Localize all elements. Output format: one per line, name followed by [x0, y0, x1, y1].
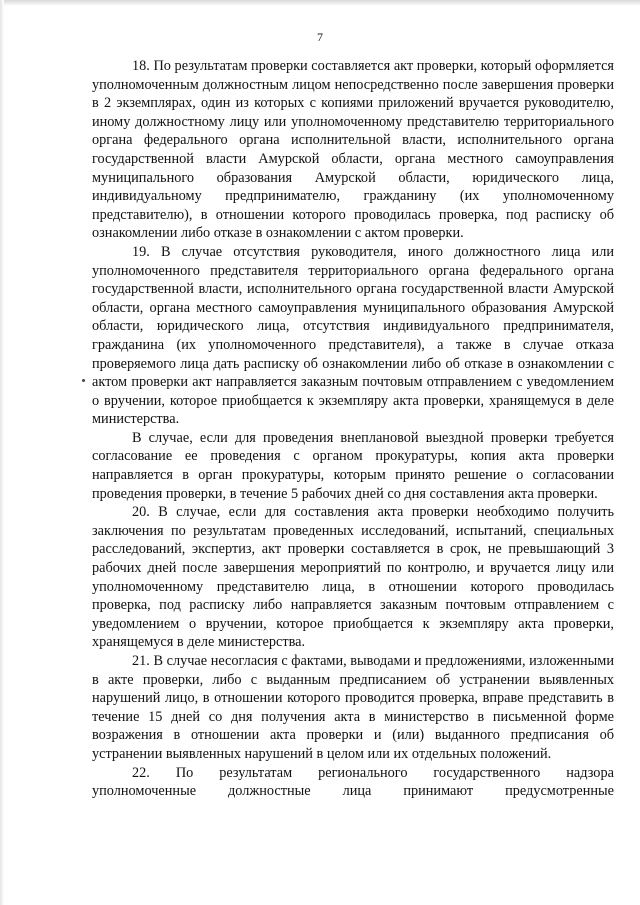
- word: государственного: [433, 764, 541, 781]
- paragraph-19-prosecutor: В случае, если для проведения внеплановой выездной проверки требуется согласование ее проведения с органом прокуратуры, копия акта проверки направляется в орган прокуратуры, которым принято решение о согласовании проведения проверки, в течение 5 рабочих дней со дня составления акта проверки.: [92, 429, 614, 502]
- word: принимают: [403, 783, 474, 800]
- word: результатам: [219, 764, 293, 781]
- scan-dot: [82, 379, 85, 382]
- paragraph-22-line-1: [92, 764, 614, 783]
- paragraph-18: 18. По результатам проверки составляется акт проверки, который оформляется уполномоченным должностным лицом непосредственно после завершения проверки в 2 экземплярах, один из которых с копиями приложений вручается руководителю, иному должностному лицу или уполномоченному представителю территориального органа федерального органа исполнительной власти, исполнительного органа государственной власти Амурской области, органа местного самоуправления муниципального образования Амурской области, юридического лица, индивидуальному предпринимателю, гражданину (их уполномоченному представителю), в отношении которого проводилась проверка, под расписку об ознакомлении либо отказе в ознакомлении с актом проверки.: [92, 58, 614, 242]
- word: лица: [342, 783, 372, 800]
- document-body: [92, 57, 614, 801]
- paragraph-21: 21. В случае несогласия с фактами, выводами и предложениями, изложенными в акте проверки, либо с выданным предписанием об устранении выявленных нарушений лицо, в отношении которого проводится проверка, вправе представить в течение 15 дней со дня получения акта в министерство в письменной форме возражения в отношении акта проверки и (или) выданного предписания об устранении выявленных нарушений в целом или их отдельных положений.: [92, 653, 614, 762]
- word: уполномоченные: [92, 783, 197, 800]
- word: 22.: [132, 764, 150, 781]
- word: надзора: [566, 764, 614, 781]
- scan-edge-left: [0, 0, 4, 905]
- paragraph-19: 19. В случае отсутствия руководителя, иного должностного лица или уполномоченного представителя территориального органа федерального органа государственной власти, исполнительного органа государственной власти Амурской области, органа местного самоуправления муниципального образования Амурской области, юридического лица, отсутствия индивидуального предпринимателя, гражданина (их уполномоченного представителя), а также в случае отказа проверяемого лица дать расписку об ознакомлении либо об отказе в ознакомлении с актом проверки акт направляется заказным почтовым отправлением с уведомлением о вручении, которое приобщается к экземпляру акта проверки, хранящемуся в деле министерства.: [92, 243, 614, 428]
- scan-edge-top: [0, 0, 640, 6]
- word: должностные: [228, 783, 311, 800]
- page-number: 7: [317, 30, 323, 44]
- word: регионального: [318, 764, 408, 781]
- word: предусмотренные: [505, 783, 614, 800]
- word: По: [175, 764, 194, 781]
- paragraph-20: 20. В случае, если для составления акта проверки необходимо получить заключения по результатам проведенных исследований, испытаний, специальных расследований, экспертиз, акт проверки составляется в срок, не превышающий 3 рабочих дней после завершения мероприятий по контролю, и вручается лицу или уполномоченному представителю лица, в отношении которого проводилась проверка, под расписку либо направляется заказным почтовым отправлением с уведомлением о вручении, которое приобщается к экземпляру акта проверки, хранящемуся в деле министерства.: [92, 504, 614, 651]
- paragraph-22-line-2: [92, 782, 614, 801]
